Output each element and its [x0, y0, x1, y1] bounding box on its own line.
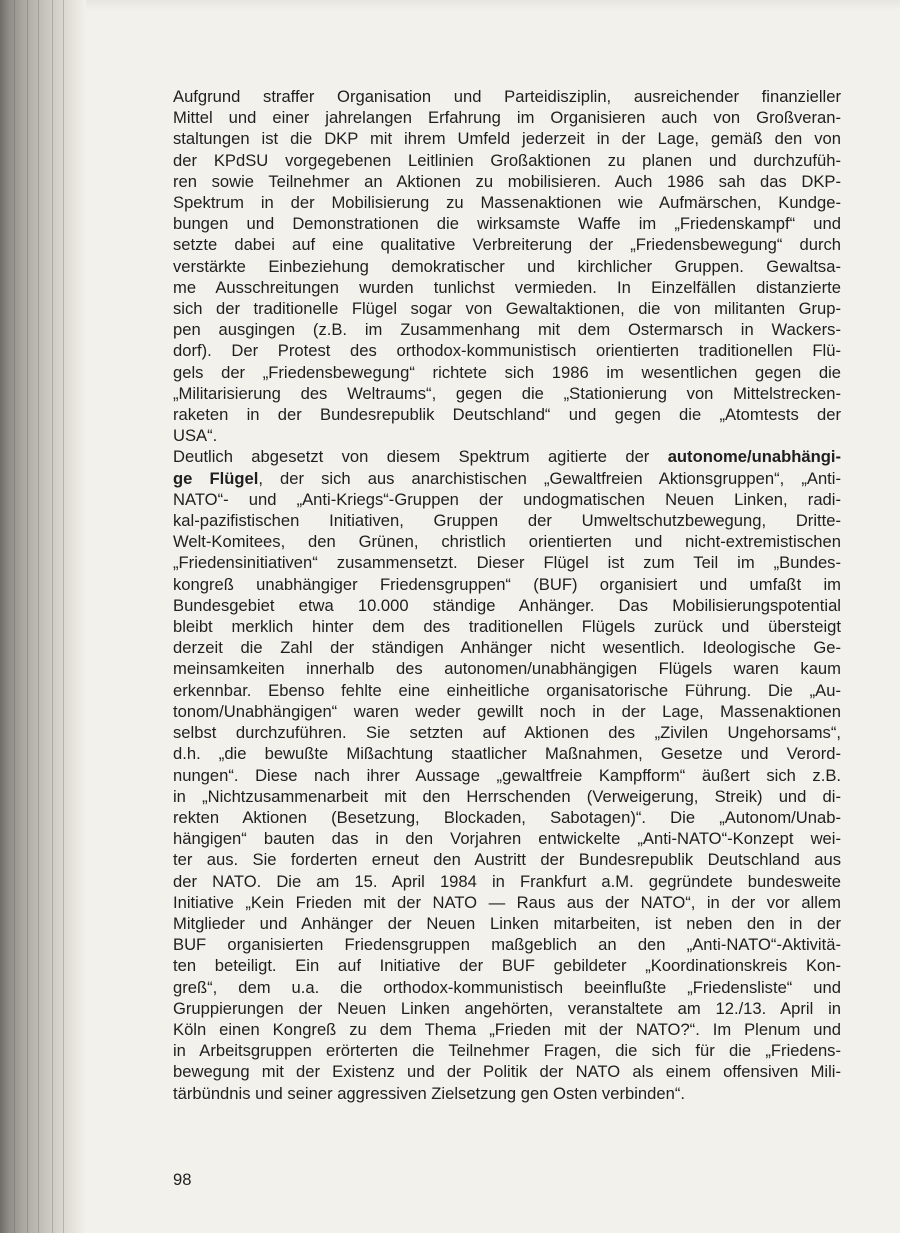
text-line: Welt-Komitees, den Grünen, christlich orientierten und nicht-extremistischen: [173, 532, 841, 552]
text-line: ren sowie Teilnehmer an Aktionen zu mobilisieren. Auch 1986 sah das DKP-: [173, 171, 841, 191]
text-line: hängigen“ bauten das in den Vorjahren entwickelte „Anti-NATO“-Konzept wei-: [173, 829, 841, 849]
text-line: [173, 468, 841, 489]
spine-line: [38, 0, 39, 1233]
text-line: meinsamkeiten innerhalb des autonomen/unabhängigen Flügels waren kaum: [173, 659, 841, 679]
text-line: Aufgrund straffer Organisation und Parteidisziplin, ausreichender finanzieller: [173, 87, 841, 106]
text-line: dorf). Der Protest des orthodox-kommunistisch orientierten traditionellen Flü-: [173, 341, 841, 361]
text-line: bleibt merklich hinter dem des traditionellen Flügels zurück und übersteigt: [173, 617, 841, 637]
text-line: Köln einen Kongreß zu dem Thema „Frieden mit der NATO?“. Im Plenum und: [173, 1019, 841, 1039]
text-line: derzeit die Zahl der ständigen Anhänger nicht wesentlich. Ideologische Ge-: [173, 638, 841, 658]
page-number: 98: [173, 1170, 192, 1189]
text-line: raketen in der Bundesrepublik Deutschland“ und gegen die „Atomtests der: [173, 405, 841, 425]
text-line: d.h. „die bewußte Mißachtung staatlicher Maßnahmen, Gesetze und Verord-: [173, 744, 841, 764]
spine-line: [52, 0, 53, 1233]
text-line: tärbündnis und seiner aggressiven Zielsetzung gen Osten verbinden“.: [173, 1083, 685, 1103]
text-line: Mitglieder und Anhänger der Neuen Linken mitarbeiten, ist neben den in der: [173, 913, 841, 933]
text-line: sich der traditionelle Flügel sogar von Gewaltaktionen, die von militanten Grup-: [173, 299, 841, 319]
text-line: setzte dabei auf eine qualitative Verbreiterung der „Friedensbewegung“ durch: [173, 235, 841, 255]
text-line: staltungen ist die DKP mit ihrem Umfeld jederzeit in der Lage, gemäß den von: [173, 129, 841, 149]
text-line: rekten Aktionen (Besetzung, Blockaden, Sabotagen)“. Die „Autonom/Unab-: [173, 807, 841, 827]
text-fragment: , der sich aus anarchistischen „Gewaltfreien Aktionsgruppen“, „Anti-: [258, 468, 841, 488]
text-line: ter aus. Sie forderten erneut den Austritt der Bundesrepublik Deutschland aus: [173, 850, 841, 870]
text-line: „Militarisierung des Weltraums“, gegen die „Stationierung von Mittelstrecken-: [173, 383, 841, 403]
text-line: greß“, dem u.a. die orthodox-kommunistisch beeinflußte „Friedensliste“ und: [173, 977, 841, 997]
text-line: tonom/Unabhängigen“ waren weder gewillt noch in der Lage, Massenaktionen: [173, 701, 841, 721]
text-line: in „Nichtzusammenarbeit mit den Herrschenden (Verweigerung, Streik) und di-: [173, 786, 841, 806]
spine-line: [14, 0, 15, 1233]
text-line: pen ausgingen (z.B. im Zusammenhang mit dem Ostermarsch in Wackers-: [173, 320, 841, 340]
text-line: Initiative „Kein Frieden mit der NATO — Raus aus der NATO“, in der vor allem: [173, 892, 841, 912]
bold-term: autonome/unabhängi-: [667, 447, 841, 467]
text-line: Mittel und einer jahrelangen Erfahrung im Organisieren auch von Großveran-: [173, 108, 841, 128]
text-line: USA“.: [173, 426, 218, 446]
book-spine-shadow: [0, 0, 86, 1233]
text-line: BUF organisierten Friedensgruppen maßgeblich an den „Anti-NATO“-Aktivitä-: [173, 935, 841, 955]
text-line: selbst durchzuführen. Sie setzten auf Aktionen des „Zivilen Ungehorsams“,: [173, 723, 841, 743]
text-line: NATO“- und „Anti-Kriegs“-Gruppen der undogmatischen Neuen Linken, radi-: [173, 489, 841, 509]
spine-line: [27, 0, 28, 1233]
text-line: der KPdSU vorgegebenen Leitlinien Großaktionen zu planen und durchzufüh-: [173, 150, 841, 170]
text-line: [173, 446, 841, 467]
text-line: bungen und Demonstrationen die wirksamste Waffe im „Friedenskampf“ und: [173, 214, 841, 234]
text-fragment: Deutlich abgesetzt von diesem Spektrum agitierte der: [173, 447, 668, 467]
text-line: in Arbeitsgruppen erörterten die Teilnehmer Fragen, die sich für die „Friedens-: [173, 1041, 841, 1061]
text-line: „Friedensinitiativen“ zusammensetzt. Dieser Flügel ist zum Teil im „Bundes-: [173, 553, 841, 573]
text-line: kal-pazifistischen Initiativen, Gruppen der Umweltschutzbewegung, Dritte-: [173, 511, 841, 531]
body-text: [173, 86, 841, 1104]
text-line: ten beteiligt. Ein auf Initiative der BUF gebildeter „Koordinationskreis Kon-: [173, 956, 841, 976]
bold-term: ge Flügel: [173, 468, 259, 488]
top-edge: [0, 0, 900, 10]
text-line: kongreß unabhängiger Friedensgruppen“ (BUF) organisiert und umfaßt im: [173, 574, 841, 594]
text-line: der NATO. Die am 15. April 1984 in Frankfurt a.M. gegründete bundesweite: [173, 871, 841, 891]
text-line: Gruppierungen der Neuen Linken angehörten, veranstaltete am 12./13. April in: [173, 998, 841, 1018]
spine-line: [63, 0, 64, 1233]
text-line: erkennbar. Ebenso fehlte eine einheitliche organisatorische Führung. Die „Au-: [173, 680, 841, 700]
text-line: verstärkte Einbeziehung demokratischer und kirchlicher Gruppen. Gewaltsa-: [173, 256, 841, 276]
text-line: bewegung mit der Existenz und der Politik der NATO als einem offensiven Mili-: [173, 1062, 841, 1082]
text-line: Spektrum in der Mobilisierung zu Massenaktionen wie Aufmärschen, Kundge-: [173, 193, 841, 213]
text-line: Bundesgebiet etwa 10.000 ständige Anhänger. Das Mobilisierungspotential: [173, 595, 841, 615]
text-line: gels der „Friedensbewegung“ richtete sich 1986 im wesentlichen gegen die: [173, 362, 841, 382]
text-line: nungen“. Diese nach ihrer Aussage „gewaltfreie Kampfform“ äußert sich z.B.: [173, 765, 841, 785]
text-line: me Ausschreitungen wurden tunlichst vermieden. In Einzelfällen distanzierte: [173, 277, 841, 297]
